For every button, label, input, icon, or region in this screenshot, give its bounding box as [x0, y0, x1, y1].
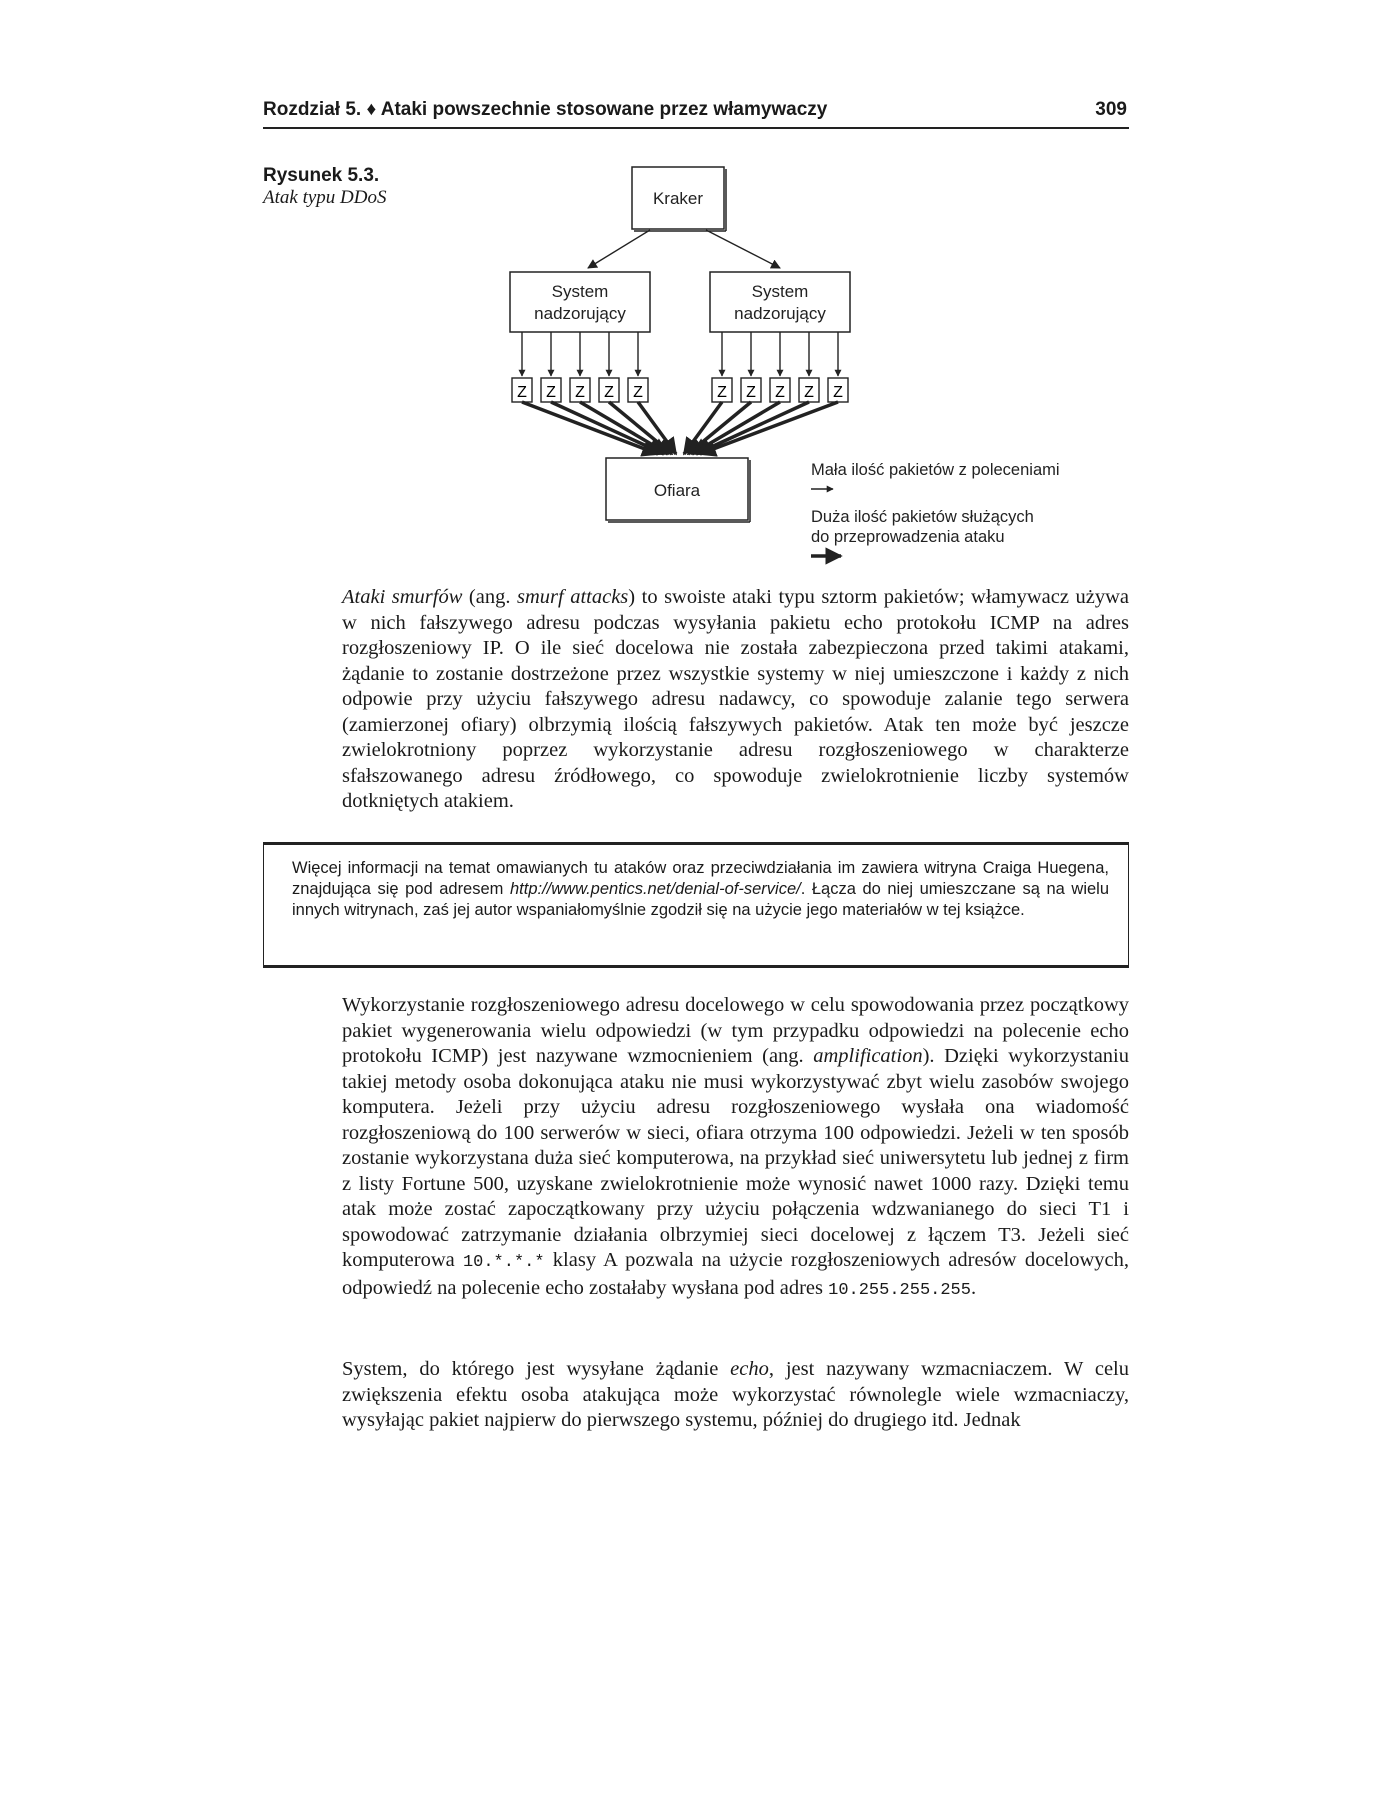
term-echo: echo [730, 1358, 769, 1380]
paragraph-amplification: Wykorzystanie rozgłoszeniowego adresu docelowego w celu spowodowania przez początkowy pakiet wygenerowania wielu odpowiedzi (w tym przypadku odpowiedzi na polecenie echo protokołu ICMP) jest nazywane wzmocnieniem (ang. amplification). Dzięki wykorzystaniu takiej metody osoba dokonująca ataku nie musi wykorzystywać zbyt wielu zasobów swojego komputera. Jeżeli przy użyciu adresu rozgłoszeniowego wysłała ona wiadomość rozgłoszeniową do 100 serwerów w sieci, ofiara otrzyma 100 odpowiedzi. Jeżeli w ten sposób zostanie wykorzystana duża sieć komputerowa, na przykład sieć uniwersytetu lub jednej z firm z listy Fortune 500, uzyskane zwielokrotnienie może wynosić nawet 1000 razy. Dzięki temu atak może zostać zapoczątkowany przy użyciu połączenia wdzwanianego do sieci T1 i spowodować zatrzymanie działania olbrzymiej sieci docelowej z łączem T3. Jeżeli sieć komputerowa 10.*.*.* klasy A pozwala na użycie rozgłoszeniowych adresów docelowych, odpowiedź na polecenie echo zostałaby wysłana pod adres 10.255.255.255. [342, 994, 1129, 1300]
paragraph-smurf: Ataki smurfów (ang. smurf attacks) to swoiste ataki typu sztorm pakietów; włamywacz używa w nich fałszywego adresu podczas wysyłania pakietu echo protokołu ICMP na adres rozgłoszeniowy IP. O ile sieć docelowa nie została zabezpieczona przed takimi atakami, żądanie to zostanie dostrzeżone przez wszystkie systemy w niej umieszczone i każdy z nich odpowie przy użyciu fałszywego adresu nadawcy, co spowoduje zalanie tego serwera (zamierzonej ofiary) olbrzymią ilością fałszywych pakietów. Atak ten może być jeszcze zwielokrotniony poprzez wykorzystanie adresu rozgłoszeniowego w charakterze sfałszowanego adresu źródłowego, co spowoduje zwielokrotnienie liczby systemów dotkniętych atakiem. [342, 586, 1129, 812]
page-number: 309 [1095, 99, 1127, 120]
term-smurf: Ataki smurfów [342, 586, 463, 608]
zombie-label: Z [546, 384, 556, 401]
arrows-supervisor-left-to-zombies [522, 332, 638, 376]
figure-label: Rysunek 5.3. [263, 165, 380, 186]
legend-large-label-1: Duża ilość pakietów służących [811, 508, 1034, 526]
arrow-kraker-to-right [706, 230, 780, 268]
chapter-title: Rozdział 5. ♦ Ataki powszechnie stosowane przez włamywaczy [263, 99, 828, 120]
legend [811, 461, 1060, 556]
zombie-label: Z [517, 384, 527, 401]
note-url: http://www.pentics.net/denial-of-service/ [509, 880, 801, 898]
zombie-label: Z [633, 384, 643, 401]
zombie-label: Z [604, 384, 614, 401]
figure-subtitle: Atak typu DDoS [263, 187, 387, 208]
supervisor-left-line2: nadzorujący [534, 304, 626, 323]
supervisor-right-line2: nadzorujący [734, 304, 826, 323]
zombie-label: Z [575, 384, 585, 401]
supervisor-left-line1: System [551, 282, 609, 301]
supervisor-right-line1: System [751, 282, 809, 301]
ip-class-a: 10.*.*.* [462, 1253, 545, 1272]
legend-large-label-2: do przeprowadzenia ataku [811, 528, 1005, 546]
ddos-diagram [0, 0, 1400, 580]
supervisor-node-right [710, 272, 850, 332]
broadcast-address: 10.255.255.255 [828, 1280, 971, 1300]
zombie-label: Z [833, 384, 843, 401]
arrows-supervisor-right-to-zombies [722, 332, 838, 376]
kraker-node [632, 167, 726, 231]
legend-small-label: Mała ilość pakietów z poleceniami [811, 461, 1060, 479]
kraker-label: Kraker [652, 189, 704, 208]
paragraph-amplifier: System, do którego jest wysyłane żądanie echo, jest nazywany wzmacniaczem. W celu zwiększenia efektu osoba atakująca może wykorzystać równolegle wiele wzmacniaczy, wysyłając pakiet najpierw do pierwszego systemu, później do drugiego itd. Jednak [342, 1358, 1129, 1431]
supervisor-node-left [510, 272, 650, 332]
arrow-kraker-to-left [588, 230, 650, 268]
zombie-label: Z [717, 384, 727, 401]
attack-arrows [522, 402, 838, 454]
term-smurf-en: smurf attacks [516, 586, 629, 608]
zombie-group-left [512, 378, 648, 402]
zombie-label: Z [804, 384, 814, 401]
zombie-label: Z [746, 384, 756, 401]
term-amplification: amplification [813, 1045, 923, 1067]
info-note-box: Więcej informacji na temat omawianych tu ataków oraz przeciwdziałania im zawiera witryna Craiga Huegena, znajdująca się pod adresem http://www.pentics.net/denial-of-service/. Łącza do niej umieszczane są na wielu innych witrynach, zaś jej autor wspaniałomyślnie zgodził się na użycie jego materiałów w tej książce. [263, 842, 1129, 968]
zombie-group-right [712, 378, 848, 402]
victim-label: Ofiara [653, 481, 701, 500]
victim-node [606, 458, 750, 522]
zombie-label: Z [775, 384, 785, 401]
